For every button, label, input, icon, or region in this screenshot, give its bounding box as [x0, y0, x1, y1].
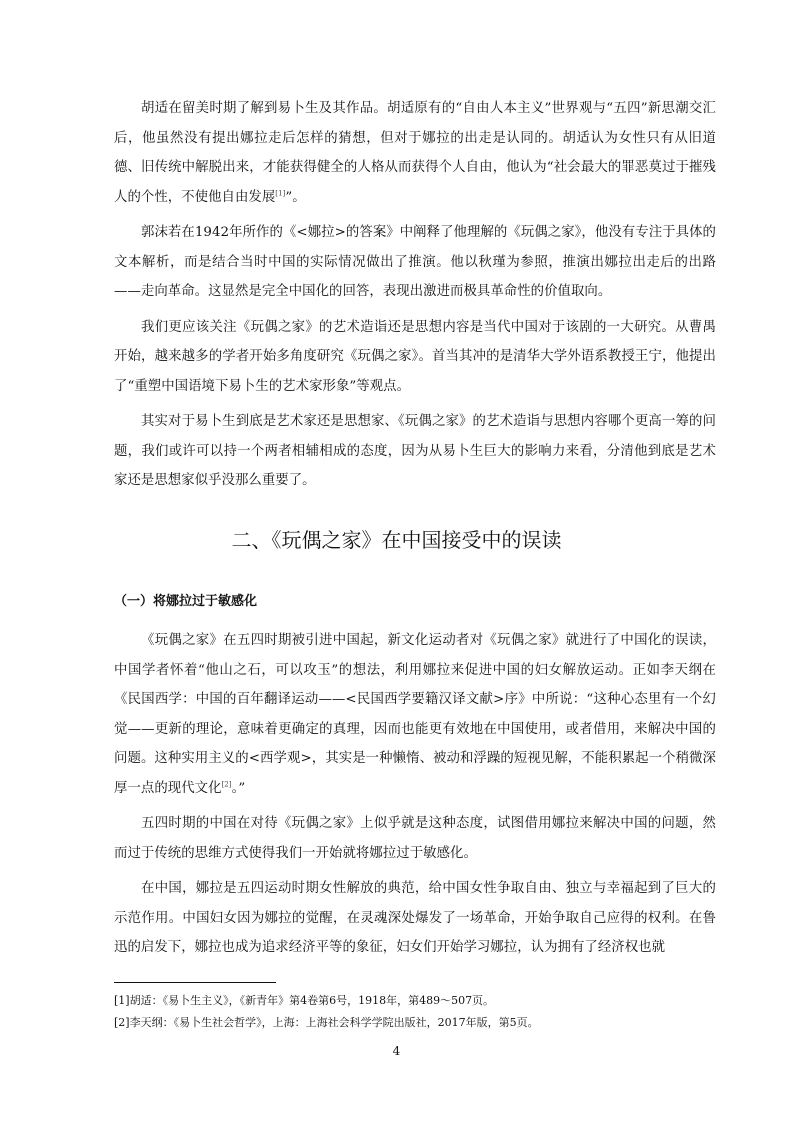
- paragraph-misreading-intro: [114, 626, 716, 803]
- paragraph-art-vs-thought: 我们更应该关注《玩偶之家》的艺术造诣还是思想内容是当代中国对于该剧的一大研究。从曹禺开始，越来越多的学者开始多角度研究《玩偶之家》。首当其冲的是清华大学外语系教授王宁，他提出了“重塑中国语境下易卜生的艺术家形象”等观点。: [114, 319, 716, 394]
- paragraph-nora-model: 在中国，娜拉是五四运动时期女性解放的典范，给中国女性争取自由、独立与幸福起到了巨大的示范作用。中国妇女因为娜拉的觉醒，在灵魂深处爆发了一场革命，开始争取自己应得的权利。在鲁迅的启发下，娜拉也成为追求经济平等的象征，妇女们开始学习娜拉，认为拥有了经济权也就: [114, 881, 716, 955]
- footnote-ref-1[interactable]: [1]: [275, 189, 286, 198]
- section-one-body: [114, 94, 716, 502]
- paragraph-may-fourth-attitude: 五四时期的中国在对待《玩偶之家》上似乎就是这种态度，试图借用娜拉来解决中国的问题，然而过于传统的思维方式使得我们一开始就将娜拉过于敏感化。: [114, 816, 716, 861]
- footnote-divider: [114, 982, 276, 983]
- section-title: 二、《玩偶之家》在中国接受中的误读: [231, 528, 562, 552]
- paragraph-text: 《玩偶之家》在五四时期被引进中国起，新文化运动者对《玩偶之家》就进行了中国化的误读，中国学者怀着“他山之石，可以攻玉”的想法，利用娜拉来促进中国的妇女解放运动。正如李天纲在《民国西学：中国的百年翻译运动——<民国西学要籍汉译文献>序》中所说：“这种心态里有一个幻觉——更新的理论，意味着更确定的真理，因而也能更有效地在中国使用，或者借用，来解决中国的问题。这种实用主义的<西学观>，其实是一种懒惰、被动和浮躁的短视见解，不能积累起一个稍微深厚一点的现代文化: [114, 633, 716, 796]
- paragraph-guo-moruo: 郭沫若在1942年所作的《<娜拉>的答案》中阐释了他理解的《玩偶之家》，他没有专注于具体的文本解析，而是结合当时中国的实际情况做出了推演。他以秋瑾为参照，推演出娜拉出走后的出路——走向革命。这显然是完全中国化的回答，表现出激进而极具革命性的价值取向。: [114, 225, 716, 299]
- section-two-body: [114, 626, 716, 969]
- subsection-title: （一）将娜拉过于敏感化: [114, 594, 258, 609]
- paragraph-text-end: ”。: [285, 189, 306, 205]
- paragraph-artist-or-thinker: 其实对于易卜生到底是艺术家还是思想家、《玩偶之家》的艺术造诣与思想内容哪个更高一筹的问题，我们或许可以持一个两者相辅相成的态度，因为从易卜生巨大的影响力来看，分清他到底是艺术家还是思想家似乎没那么重要了。: [114, 414, 716, 488]
- paragraph-text-end: 。”: [231, 780, 246, 796]
- footnote-2: [2]李天纲：《易卜生社会哲学》，上海：上海社会科学学院出版社，2017年版，第5页。: [114, 1016, 539, 1029]
- paragraph-hu-shi: [114, 94, 716, 212]
- page-number: 4: [392, 1044, 401, 1058]
- paragraph-text: 胡适在留美时期了解到易卜生及其作品。胡适原有的“自由人本主义”世界观与“五四”新思潮交汇后，他虽然没有提出娜拉走后怎样的猜想，但对于娜拉的出走是认同的。胡适认为女性只有从旧道德、旧传统中解脱出来，才能获得健全的人格从而获得个人自由，他认为“社会最大的罪恶莫过于摧残人的个性，不使他自由发展: [114, 101, 716, 205]
- footnote-1: [1]胡适：《易卜生主义》，《新青年》第4卷第6号，1918年，第489～507页。: [114, 994, 495, 1007]
- footnotes: [114, 990, 716, 1034]
- footnote-ref-2[interactable]: [2]: [221, 780, 232, 789]
